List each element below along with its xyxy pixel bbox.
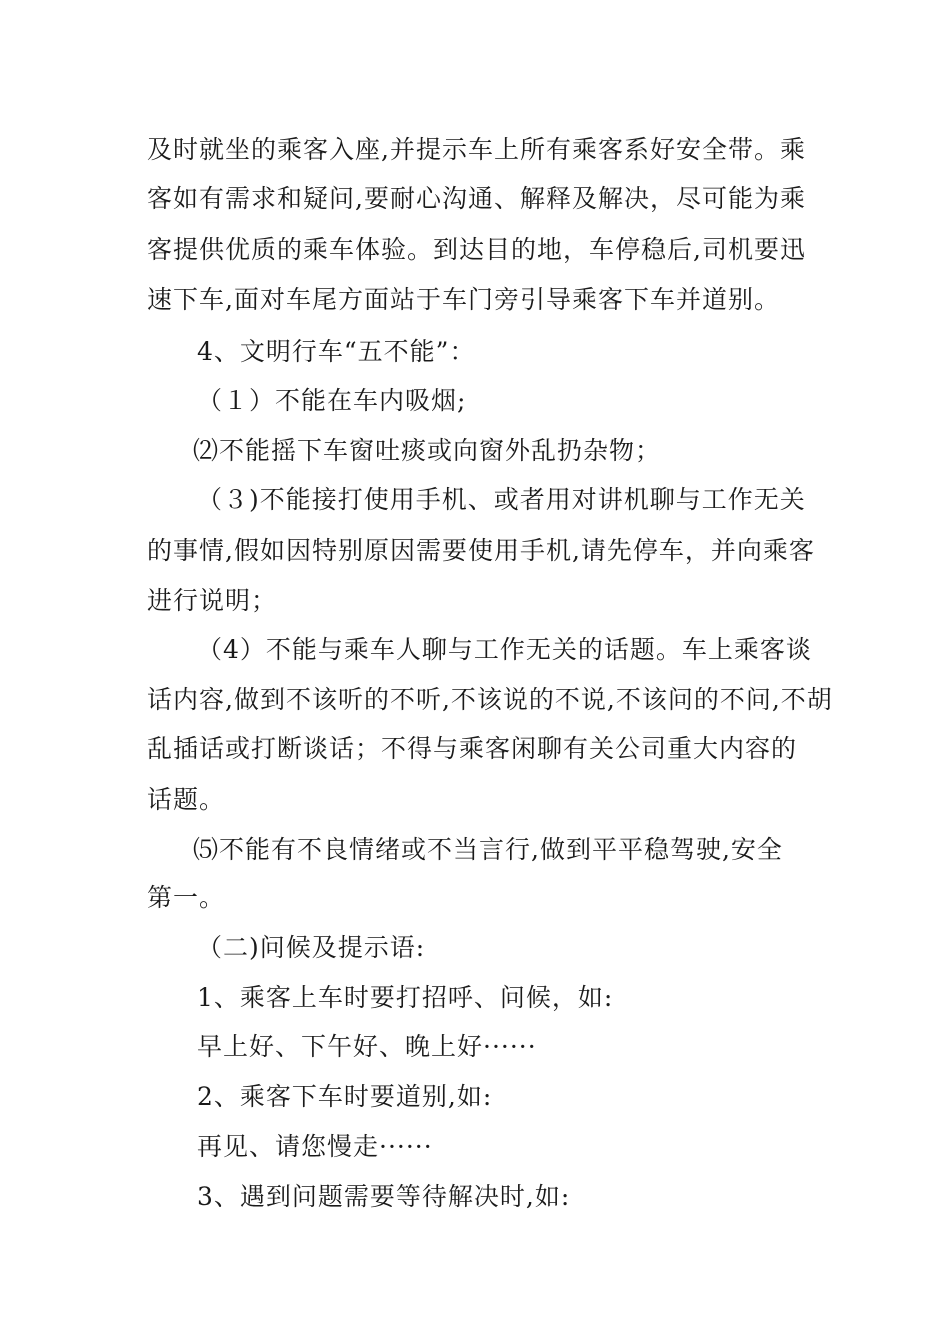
list-item: ⑸不能有不良情绪或不当言行,做到平平稳驾驶,安全	[193, 835, 783, 864]
paragraph-line: 客如有需求和疑问,要耐心沟通、解释及解决，尽可能为乘	[147, 184, 806, 213]
list-item: 1、乘客上车时要打招呼、问候，如:	[197, 983, 614, 1012]
paragraph-line: 客提供优质的乘车体验。到达目的地，车停稳后,司机要迅	[147, 235, 806, 264]
list-item: ⑵不能摇下车窗吐痰或向窗外乱扔杂物；	[193, 436, 662, 465]
list-item: （4）不能与乘车人聊与工作无关的话题。车上乘客谈	[197, 635, 812, 664]
list-item: （１）不能在车内吸烟;	[197, 386, 467, 415]
paragraph-line: 话内容,做到不该听的不听,不该说的不说,不该问的不问,不胡	[147, 685, 833, 714]
greeting-example: 早上好、下午好、晚上好······	[197, 1032, 537, 1061]
paragraph-line: 话题。	[147, 785, 226, 814]
paragraph-line: 进行说明；	[147, 586, 278, 615]
paragraph-line: 第一。	[147, 883, 226, 912]
list-item: 3、遇到问题需要等待解决时,如:	[197, 1182, 571, 1211]
paragraph-line: 的事情,假如因特别原因需要使用手机,请先停车，并向乘客	[147, 536, 815, 565]
paragraph-line: 乱插话或打断谈话；不得与乘客闲聊有关公司重大内容的	[147, 734, 798, 763]
section-heading: （二)问候及提示语:	[197, 933, 426, 962]
section-heading: 4、文明行车“五不能”：	[197, 337, 476, 366]
list-item: （３)不能接打使用手机、或者用对讲机聊与工作无关	[197, 485, 806, 514]
greeting-example: 再见、请您慢走······	[197, 1132, 433, 1161]
paragraph-line: 及时就坐的乘客入座,并提示车上所有乘客系好安全带。乘	[147, 135, 806, 164]
paragraph-line: 速下车,面对车尾方面站于车门旁引导乘客下车并道别。	[147, 285, 780, 314]
list-item: 2、乘客下车时要道别,如:	[197, 1082, 493, 1111]
